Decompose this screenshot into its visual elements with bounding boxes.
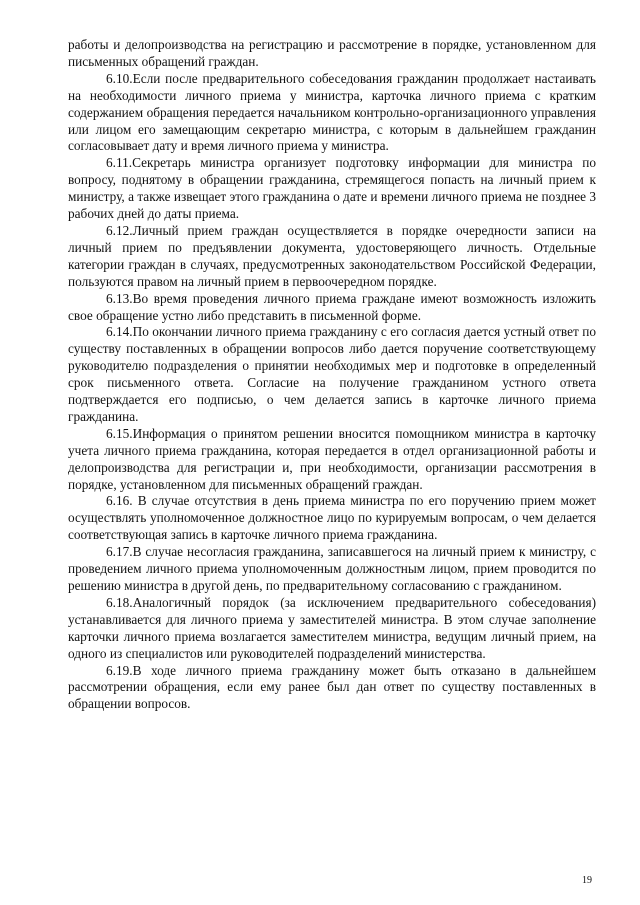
paragraph-6-19: 6.19.В ходе личного приема гражданину может быть отказано в дальнейшем рассмотрении обращения, если ему ранее был дан ответ по существу поставленных в обращении вопросов. <box>68 662 596 712</box>
paragraph-6-17: 6.17.В случае несогласия гражданина, записавшегося на личный прием к министру, с проведением личного приема уполномоченным должностным лицом, прием проводится по решению министра в другой день, по предварительному согласованию с гражданином. <box>68 544 596 593</box>
paragraph-6-14: 6.14.По окончании личного приема гражданину с его согласия дается устный ответ по существу поставленных в обращении вопросов либо дается поручение соответствующему руководителю подразделения о принятии необходимых мер и подготовке в определенный срок письменного ответа. Согласие на получение гражданином устного ответа подтверждается его подписью, о чем делается запись в карточке личного приема гражданина. <box>68 324 596 424</box>
paragraph-6-18: 6.18.Аналогичный порядок (за исключением предварительного собеседования) устанавливается для личного приема у заместителей министра. В этом случае заполнение карточки личного приема возлагается заместителем министра, ведущим личный прием, на одного из специалистов или руководителей подразделений министерства. <box>68 594 596 661</box>
paragraph-6-11: 6.11.Секретарь министра организует подготовку информации для министра по вопросу, поднятому в обращении гражданина, стремящегося попасть на личный прием к министру, а также извещает этого гражданина о дате и времени личного приема не позднее 3 рабочих дней до даты приема. <box>68 155 596 222</box>
body-text <box>68 37 596 713</box>
paragraph-6-15: 6.15.Информация о принятом решении вносится помощником министра в карточку учета личного приема гражданина, которая передается в отдел организационной работы и делопроизводства для регистрации и, при необходимости, организации рассмотрения в порядке, установленном для письменных обращений граждан. <box>68 425 596 492</box>
page-number: 19 <box>582 875 592 886</box>
paragraph-6-12: 6.12.Личный прием граждан осуществляется в порядке очередности записи на личный прием по предъявлении документа, удостоверяющего личность. Отдельные категории граждан в случаях, предусмотренных законодательством Российской Федерации, пользуются правом на личный прием в первоочередном порядке. <box>68 222 596 289</box>
paragraph-6-16: 6.16. В случае отсутствия в день приема министра по его поручению прием может осуществлять уполномоченное должностное лицо по курируемым вопросам, о чем делается соответствующая запись в карточке личного приема гражданина. <box>68 493 596 543</box>
paragraph-6-13: 6.13.Во время проведения личного приема граждане имеют возможность изложить свое обращение устно либо представить в письменной форме. <box>68 290 596 323</box>
paragraph-continuation: работы и делопроизводства на регистрацию и рассмотрение в порядке, установленном для письменных обращений граждан. <box>68 37 596 69</box>
paragraph-6-10: 6.10.Если после предварительного собеседования гражданин продолжает настаивать на необходимости личного приема у министра, карточка личного приема с кратким содержанием обращения передается начальником контрольно-организационного управления или лицом его замещающим секретарю министра, с которым в дальнейшем гражданин согласовывает дату и время личного приема у министра. <box>68 70 596 154</box>
